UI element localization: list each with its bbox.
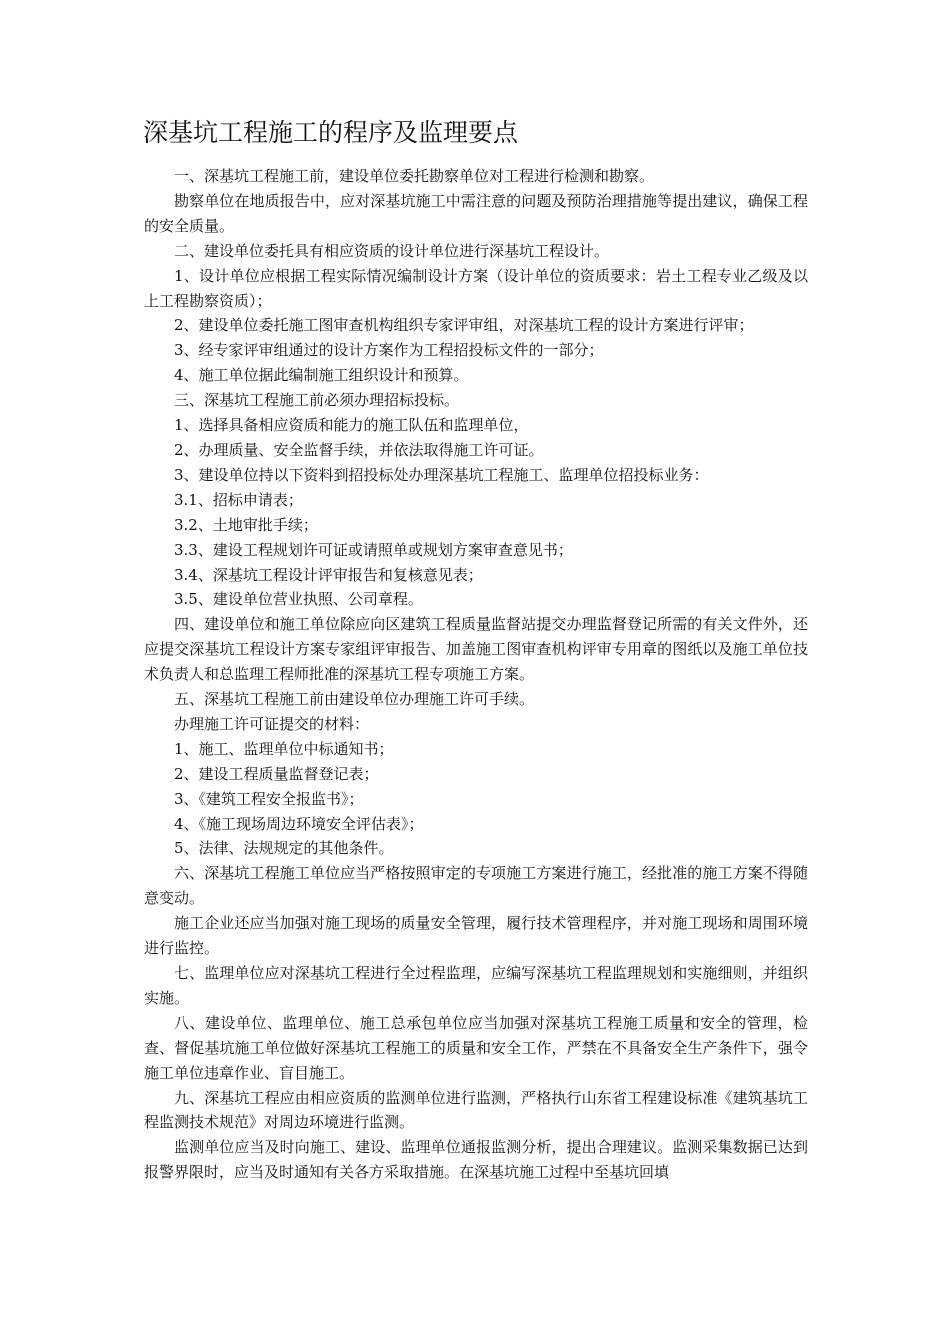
paragraph: 勘察单位在地质报告中，应对深基坑施工中需注意的问题及预防治理措施等提出建议，确保工程的安全质量。 xyxy=(144,191,808,235)
paragraph: 八、建设单位、监理单位、施工总承包单位应当加强对深基坑工程施工质量和安全的管理，检查、督促基坑施工单位做好深基坑工程施工的质量和安全工作，严禁在不具备安全生产条件下，强令施工单位违章作业、盲目施工。 xyxy=(144,1013,808,1082)
paragraph: 3、《建筑工程安全报监书》； xyxy=(174,789,364,808)
paragraph: 六、深基坑工程施工单位应当严格按照审定的专项施工方案进行施工，经批准的施工方案不得随意变动。 xyxy=(144,864,808,908)
paragraph: 2、办理质量、安全监督手续，并依法取得施工许可证。 xyxy=(174,440,544,459)
paragraph: 4、《施工现场周边环境安全评估表》； xyxy=(174,814,424,833)
paragraph: 四、建设单位和施工单位除应向区建筑工程质量监督站提交办理监督登记所需的有关文件外，还应提交深基坑工程设计方案专家组评审报告、加盖施工图审查机构评审专用章的图纸以及施工单位技术负责人和总监理工程师批准的深基坑工程专项施工方案。 xyxy=(144,615,808,684)
paragraph: 三、深基坑工程施工前必须办理招标投标。 xyxy=(174,391,460,410)
paragraph: 3、经专家评审组通过的设计方案作为工程招投标文件的一部分； xyxy=(174,341,604,360)
paragraph: 二、建设单位委托具有相应资质的设计单位进行深基坑工程设计。 xyxy=(174,241,610,260)
paragraph: 3.2、土地审批手续； xyxy=(174,515,318,534)
paragraph: 3.5、建设单位营业执照、公司章程。 xyxy=(174,590,423,609)
paragraph: 1、施工、监理单位中标通知书； xyxy=(174,739,394,758)
paragraph: 施工企业还应当加强对施工现场的质量安全管理，履行技术管理程序，并对施工现场和周围环境进行监控。 xyxy=(144,914,808,958)
document-body xyxy=(144,164,808,1185)
paragraph: 一、深基坑工程施工前，建设单位委托勘察单位对工程进行检测和勘察。 xyxy=(174,167,655,185)
paragraph: 2、建设工程质量监督登记表； xyxy=(174,764,379,783)
paragraph: 3.4、深基坑工程设计评审报告和复核意见表； xyxy=(174,565,483,584)
paragraph: 七、监理单位应对深基坑工程进行全过程监理，应编写深基坑工程监理规划和实施细则，并组织实施。 xyxy=(144,964,808,1007)
document-title: 深基坑工程施工的程序及监理要点 xyxy=(143,118,519,147)
paragraph: 2、建设单位委托施工图审查机构组织专家评审组，对深基坑工程的设计方案进行评审； xyxy=(174,316,754,335)
paragraph: 监测单位应当及时向施工、建设、监理单位通报监测分析，提出合理建议。监测采集数据已达到报警界限时，应当及时通知有关各方采取措施。在深基坑施工过程中至基坑回填 xyxy=(144,1138,808,1182)
paragraph: 3.3、建设工程规划许可证或请照单或规划方案审查意见书； xyxy=(174,540,573,559)
paragraph: 办理施工许可证提交的材料： xyxy=(174,714,370,733)
paragraph: 九、深基坑工程应由相应资质的监测单位进行监测，严格执行山东省工程建设标准《建筑基坑工程监测技术规范》对周边环境进行监测。 xyxy=(144,1088,808,1132)
paragraph: 五、深基坑工程施工前由建设单位办理施工许可手续。 xyxy=(174,690,535,709)
paragraph: 3、建设单位持以下资料到招投标处办理深基坑工程施工、监理单位招投标业务： xyxy=(174,465,709,484)
paragraph: 4、施工单位据此编制施工组织设计和预算。 xyxy=(174,366,469,385)
paragraph: 1、设计单位应根据工程实际情况编制设计方案（设计单位的资质要求：岩土工程专业乙级及以上工程勘察资质）； xyxy=(144,266,808,310)
paragraph: 1、选择具备相应资质和能力的施工队伍和监理单位， xyxy=(174,416,529,435)
paragraph: 5、法律、法规规定的其他条件。 xyxy=(174,839,394,858)
paragraph: 3.1、招标申请表； xyxy=(174,490,303,509)
